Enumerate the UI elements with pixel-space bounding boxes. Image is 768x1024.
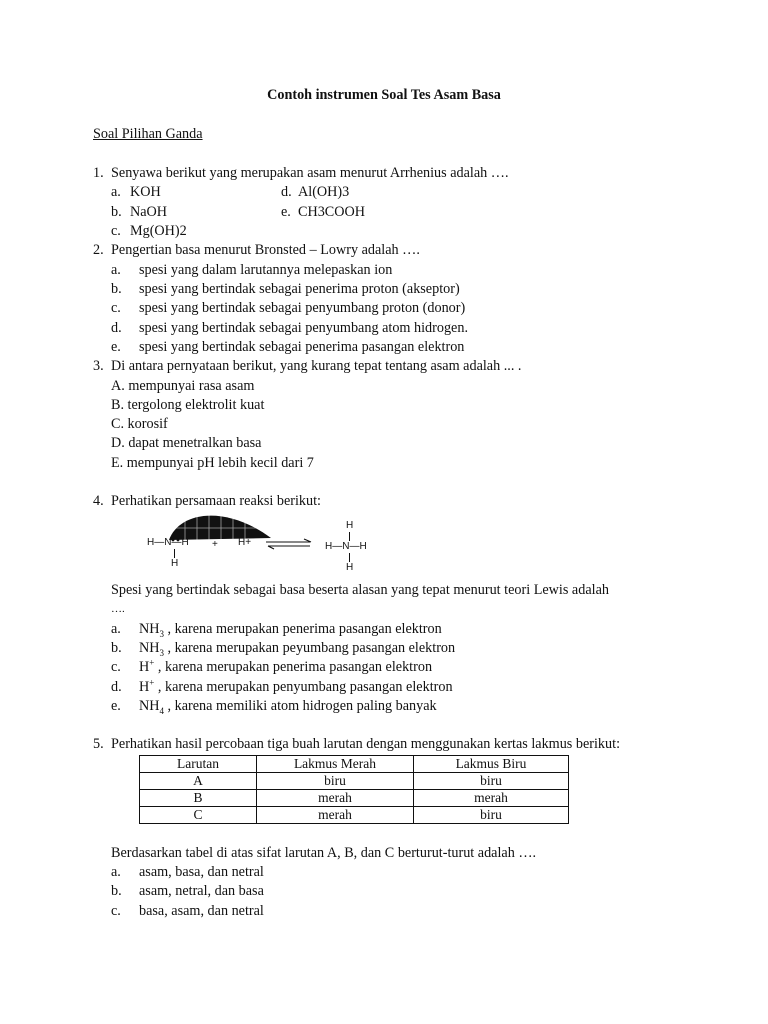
option-text: basa, asam, dan netral xyxy=(139,903,264,919)
ammonium-h-bottom: H xyxy=(346,562,354,573)
option-key: e. xyxy=(111,698,121,714)
litmus-table xyxy=(139,755,569,824)
question-text: Senyawa berikut yang merupakan asam menurut Arrhenius adalah …. xyxy=(111,165,509,181)
question-number: 2. xyxy=(93,242,104,258)
option-text: C. korosif xyxy=(111,416,168,432)
table-cell: merah xyxy=(257,790,414,807)
option-key: d. xyxy=(281,184,292,200)
question-stem-dots: …. xyxy=(111,603,125,615)
page-title: Contoh instrumen Soal Tes Asam Basa xyxy=(267,87,501,103)
table-header: Lakmus Biru xyxy=(414,756,569,773)
question-number: 1. xyxy=(93,165,104,181)
option-text: B. tergolong elektrolit kuat xyxy=(111,397,265,413)
question-number: 4. xyxy=(93,493,104,509)
option-text: Mg(OH)2 xyxy=(130,223,187,239)
option-text: Al(OH)3 xyxy=(298,184,350,200)
option-key: e. xyxy=(111,339,121,355)
question-number: 3. xyxy=(93,358,104,374)
option-text: $NH_4$ , karena memiliki atom hidrogen paling banyak xyxy=(139,698,437,716)
table-cell: biru xyxy=(414,807,569,824)
question-stem: Berdasarkan tabel di atas sifat larutan A, B, dan C berturut-turut adalah …. xyxy=(111,845,537,861)
option-key: c. xyxy=(111,903,121,919)
option-text: spesi yang dalam larutannya melepaskan ion xyxy=(139,262,393,278)
ammonium-molecule: H—N—H xyxy=(325,541,367,552)
equilibrium-arrows xyxy=(264,537,314,551)
option-text: E. mempunyai pH lebih kecil dari 7 xyxy=(111,455,314,471)
ammonia-molecule: H—N—H xyxy=(147,537,189,548)
table-row xyxy=(140,807,569,824)
proton: H+ xyxy=(238,537,252,548)
table-cell: C xyxy=(140,807,257,824)
option-text: H+ , karena merupakan penyumbang pasangan elektron xyxy=(139,677,453,695)
option-text: $NH_3$ , karena merupakan peyumbang pasangan elektron xyxy=(139,640,456,658)
question-text: Di antara pernyataan berikut, yang kurang tepat tentang asam adalah ... . xyxy=(111,358,522,374)
option-text: $NH_3$ , karena merupakan penerima pasangan elektron xyxy=(139,621,442,639)
section-heading: Soal Pilihan Ganda xyxy=(93,126,203,142)
option-key: a. xyxy=(111,262,121,278)
ammonium-h-top: H xyxy=(346,520,354,531)
option-key: c. xyxy=(111,300,121,316)
option-key: e. xyxy=(281,204,291,220)
table-cell: merah xyxy=(257,807,414,824)
table-row xyxy=(140,773,569,790)
table-cell: B xyxy=(140,790,257,807)
question-number: 5. xyxy=(93,736,104,752)
option-key: a. xyxy=(111,864,121,880)
table-header: Larutan xyxy=(140,756,257,773)
table-cell: merah xyxy=(414,790,569,807)
table-header-row xyxy=(140,756,569,773)
option-key: c. xyxy=(111,223,121,239)
question-text: Perhatikan hasil percobaan tiga buah larutan dengan menggunakan kertas lakmus berikut: xyxy=(111,736,621,752)
option-key: b. xyxy=(111,281,122,297)
plus-sign: + xyxy=(212,539,218,550)
table-header: Lakmus Merah xyxy=(257,756,414,773)
table-cell: biru xyxy=(414,773,569,790)
option-key: d. xyxy=(111,320,122,336)
table-cell: A xyxy=(140,773,257,790)
option-text: CH3COOH xyxy=(298,204,366,220)
option-key: a. xyxy=(111,621,121,637)
table-cell: biru xyxy=(257,773,414,790)
question-text: Perhatikan persamaan reaksi berikut: xyxy=(111,493,321,509)
option-text: spesi yang bertindak sebagai penerima proton (akseptor) xyxy=(139,281,460,297)
question-text: Pengertian basa menurut Bronsted – Lowry adalah …. xyxy=(111,242,420,258)
option-text: H+ , karena merupakan penerima pasangan elektron xyxy=(139,657,433,675)
option-text: spesi yang bertindak sebagai penyumbang proton (donor) xyxy=(139,300,466,316)
option-text: spesi yang bertindak sebagai penyumbang atom hidrogen. xyxy=(139,320,468,336)
option-text: D. dapat menetralkan basa xyxy=(111,435,262,451)
option-key: b. xyxy=(111,883,122,899)
option-key: b. xyxy=(111,204,122,220)
table-row xyxy=(140,790,569,807)
option-text: asam, netral, dan basa xyxy=(139,883,264,899)
ammonia-hydrogen: H xyxy=(171,558,179,569)
option-text: NaOH xyxy=(130,204,168,220)
option-text: A. mempunyai rasa asam xyxy=(111,378,255,394)
question-stem: Spesi yang bertindak sebagai basa beserta alasan yang tepat menurut teori Lewis adalah xyxy=(111,582,609,598)
option-key: b. xyxy=(111,640,122,656)
option-key: a. xyxy=(111,184,121,200)
option-key: d. xyxy=(111,679,122,695)
option-text: KOH xyxy=(130,184,161,200)
option-text: spesi yang bertindak sebagai penerima pasangan elektron xyxy=(139,339,465,355)
option-key: c. xyxy=(111,659,121,675)
option-text: asam, basa, dan netral xyxy=(139,864,264,880)
